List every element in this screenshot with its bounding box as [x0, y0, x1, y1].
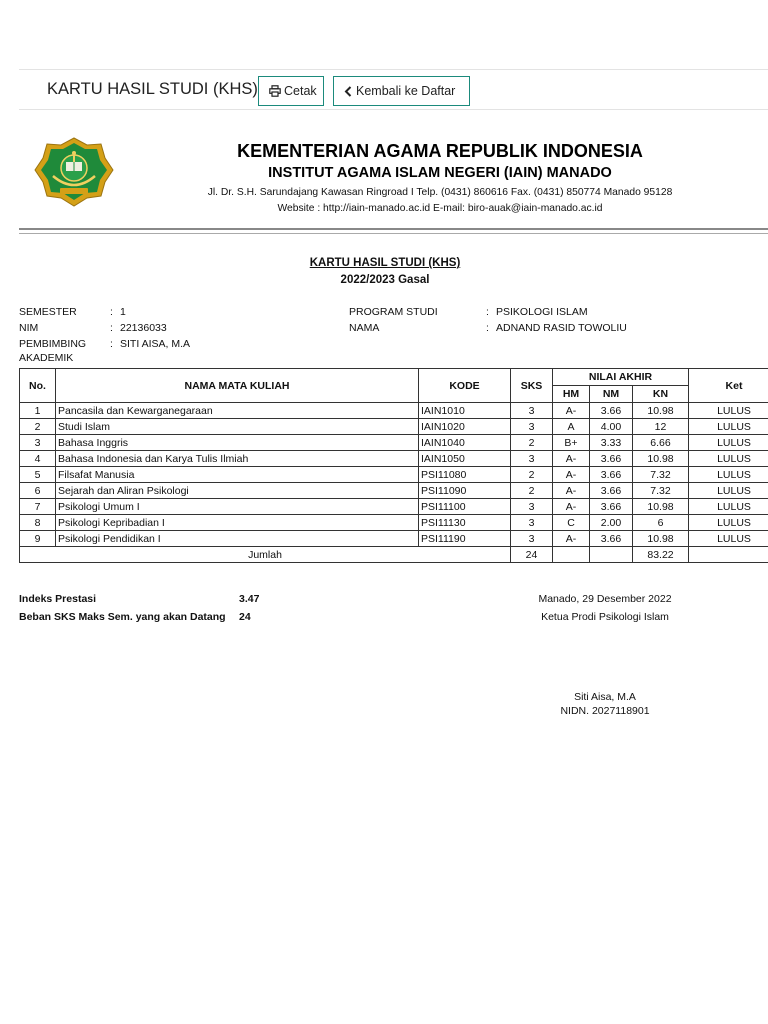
institute-name: INSTITUT AGAMA ISLAM NEGERI (IAIN) MANADO: [268, 165, 612, 181]
row-no: 5: [20, 467, 56, 483]
institute-website: Website : http://iain-manado.ac.id E-mail: biro-auak@iain-manado.ac.id: [277, 203, 603, 214]
row-kn: 12: [633, 419, 689, 435]
col-header-ket: Ket: [689, 369, 768, 403]
max-load-label: Beban SKS Maks Sem. yang akan Datang: [19, 611, 226, 623]
row-nm: 3.66: [590, 499, 633, 515]
ministry-logo: [33, 136, 115, 208]
table-row: [20, 435, 768, 451]
row-sks: 2: [511, 435, 553, 451]
row-course: Filsafat Manusia: [56, 467, 419, 483]
row-hm: A-: [553, 483, 590, 499]
table-row: [20, 531, 768, 547]
back-to-list-button[interactable]: [333, 76, 470, 106]
advisor-value: SITI AISA, M.A: [120, 338, 191, 350]
colon: :: [110, 306, 113, 318]
semester-label: SEMESTER: [19, 306, 77, 318]
row-ket: LULUS: [689, 515, 768, 531]
row-no: 1: [20, 403, 56, 419]
header-divider-thin: [19, 233, 768, 234]
row-code: PSI11100: [419, 499, 511, 515]
row-sks: 3: [511, 419, 553, 435]
gpa-label: Indeks Prestasi: [19, 593, 97, 605]
row-sks: 3: [511, 451, 553, 467]
print-button-label: Cetak: [284, 84, 317, 98]
table-row: [20, 483, 768, 499]
row-sks: 3: [511, 515, 553, 531]
colon: :: [110, 338, 113, 350]
row-no: 4: [20, 451, 56, 467]
row-hm: A-: [553, 403, 590, 419]
signature-place-date: Manado, 29 Desember 2022: [538, 593, 672, 605]
row-no: 3: [20, 435, 56, 451]
row-nm: 3.33: [590, 435, 633, 451]
toolbar-title: KARTU HASIL STUDI (KHS): [47, 80, 258, 98]
row-code: PSI11130: [419, 515, 511, 531]
row-hm: A: [553, 419, 590, 435]
colon: :: [486, 322, 489, 334]
name-value: ADNAND RASID TOWOLIU: [496, 322, 627, 334]
row-hm: A-: [553, 499, 590, 515]
row-no: 9: [20, 531, 56, 547]
table-row: [20, 419, 768, 435]
document-title: KARTU HASIL STUDI (KHS): [309, 257, 461, 269]
row-code: IAIN1040: [419, 435, 511, 451]
row-sks: 3: [511, 403, 553, 419]
table-row: [20, 467, 768, 483]
signatory-name: Siti Aisa, M.A: [574, 691, 636, 703]
row-sks: 2: [511, 483, 553, 499]
row-nm: 4.00: [590, 419, 633, 435]
row-code: PSI11080: [419, 467, 511, 483]
row-nm: 3.66: [590, 531, 633, 547]
colon: :: [110, 322, 113, 334]
total-kn: 83.22: [633, 547, 689, 563]
header-divider: [19, 228, 768, 230]
program-value: PSIKOLOGI ISLAM: [496, 306, 588, 318]
nim-label: NIM: [19, 322, 39, 334]
row-course: Psikologi Pendidikan I: [56, 531, 419, 547]
row-hm: B+: [553, 435, 590, 451]
row-ket: LULUS: [689, 403, 768, 419]
print-button[interactable]: [258, 76, 324, 106]
max-load-value: 24: [239, 611, 251, 623]
semester-value: 1: [120, 306, 126, 318]
advisor-label-line1: PEMBIMBING: [19, 338, 87, 350]
row-kn: 6: [633, 515, 689, 531]
row-course: Studi Islam: [56, 419, 419, 435]
col-header-no: No.: [20, 369, 56, 403]
col-header-hm: HM: [553, 386, 590, 403]
row-kn: 6.66: [633, 435, 689, 451]
total-row: [20, 547, 768, 563]
row-course: Psikologi Umum I: [56, 499, 419, 515]
row-hm: A-: [553, 467, 590, 483]
colon: :: [486, 306, 489, 318]
table-row: [20, 499, 768, 515]
row-ket: LULUS: [689, 483, 768, 499]
row-course: Bahasa Inggris: [56, 435, 419, 451]
document-period: 2022/2023 Gasal: [340, 274, 430, 286]
row-nm: 3.66: [590, 467, 633, 483]
col-header-course: NAMA MATA KULIAH: [56, 369, 419, 403]
col-header-kn: KN: [633, 386, 689, 403]
gpa-value: 3.47: [239, 593, 260, 605]
col-header-sks: SKS: [511, 369, 553, 403]
ministry-name: KEMENTERIAN AGAMA REPUBLIK INDONESIA: [237, 141, 643, 161]
grades-table: [19, 368, 768, 563]
row-hm: A-: [553, 451, 590, 467]
name-label: NAMA: [349, 322, 380, 334]
signature-position: Ketua Prodi Psikologi Islam: [541, 611, 669, 623]
row-code: IAIN1010: [419, 403, 511, 419]
row-ket: LULUS: [689, 531, 768, 547]
row-no: 7: [20, 499, 56, 515]
row-kn: 7.32: [633, 483, 689, 499]
row-nm: 3.66: [590, 403, 633, 419]
printer-icon: [269, 85, 281, 97]
row-course: Psikologi Kepribadian I: [56, 515, 419, 531]
row-nm: 3.66: [590, 451, 633, 467]
table-row: [20, 451, 768, 467]
row-nm: 2.00: [590, 515, 633, 531]
row-nm: 3.66: [590, 483, 633, 499]
col-header-nm: NM: [590, 386, 633, 403]
row-course: Pancasila dan Kewarganegaraan: [56, 403, 419, 419]
row-code: IAIN1050: [419, 451, 511, 467]
row-ket: LULUS: [689, 467, 768, 483]
institute-address: Jl. Dr. S.H. Sarundajang Kawasan Ringroad I Telp. (0431) 860616 Fax. (0431) 850774 Manado 95128: [207, 187, 673, 198]
total-ket-empty: [689, 547, 768, 563]
total-hm-empty: [553, 547, 590, 563]
row-no: 6: [20, 483, 56, 499]
row-hm: A-: [553, 531, 590, 547]
row-code: IAIN1020: [419, 419, 511, 435]
program-label: PROGRAM STUDI: [349, 306, 438, 318]
row-hm: C: [553, 515, 590, 531]
row-sks: 3: [511, 499, 553, 515]
total-nm-empty: [590, 547, 633, 563]
back-button-label: Kembali ke Daftar: [356, 84, 456, 98]
row-code: PSI11090: [419, 483, 511, 499]
row-ket: LULUS: [689, 451, 768, 467]
row-kn: 7.32: [633, 467, 689, 483]
row-code: PSI11190: [419, 531, 511, 547]
row-ket: LULUS: [689, 419, 768, 435]
row-course: Sejarah dan Aliran Psikologi: [56, 483, 419, 499]
row-sks: 2: [511, 467, 553, 483]
toolbar: [19, 69, 768, 110]
row-no: 8: [20, 515, 56, 531]
col-header-final-grade: NILAI AKHIR: [553, 369, 689, 386]
table-header-row: [20, 369, 768, 386]
row-ket: LULUS: [689, 499, 768, 515]
row-course: Bahasa Indonesia dan Karya Tulis Ilmiah: [56, 451, 419, 467]
row-no: 2: [20, 419, 56, 435]
signatory-nidn: NIDN. 2027118901: [560, 705, 650, 717]
grades-table-body: [20, 403, 768, 547]
table-row: [20, 515, 768, 531]
total-sks: 24: [511, 547, 553, 563]
row-kn: 10.98: [633, 403, 689, 419]
col-header-code: KODE: [419, 369, 511, 403]
advisor-label-line2: AKADEMIK: [19, 352, 74, 364]
row-kn: 10.98: [633, 499, 689, 515]
row-sks: 3: [511, 531, 553, 547]
total-label: Jumlah: [20, 547, 511, 563]
table-row: [20, 403, 768, 419]
nim-value: 22136033: [120, 322, 167, 334]
row-kn: 10.98: [633, 531, 689, 547]
row-kn: 10.98: [633, 451, 689, 467]
chevron-left-icon: [344, 86, 353, 97]
row-ket: LULUS: [689, 435, 768, 451]
